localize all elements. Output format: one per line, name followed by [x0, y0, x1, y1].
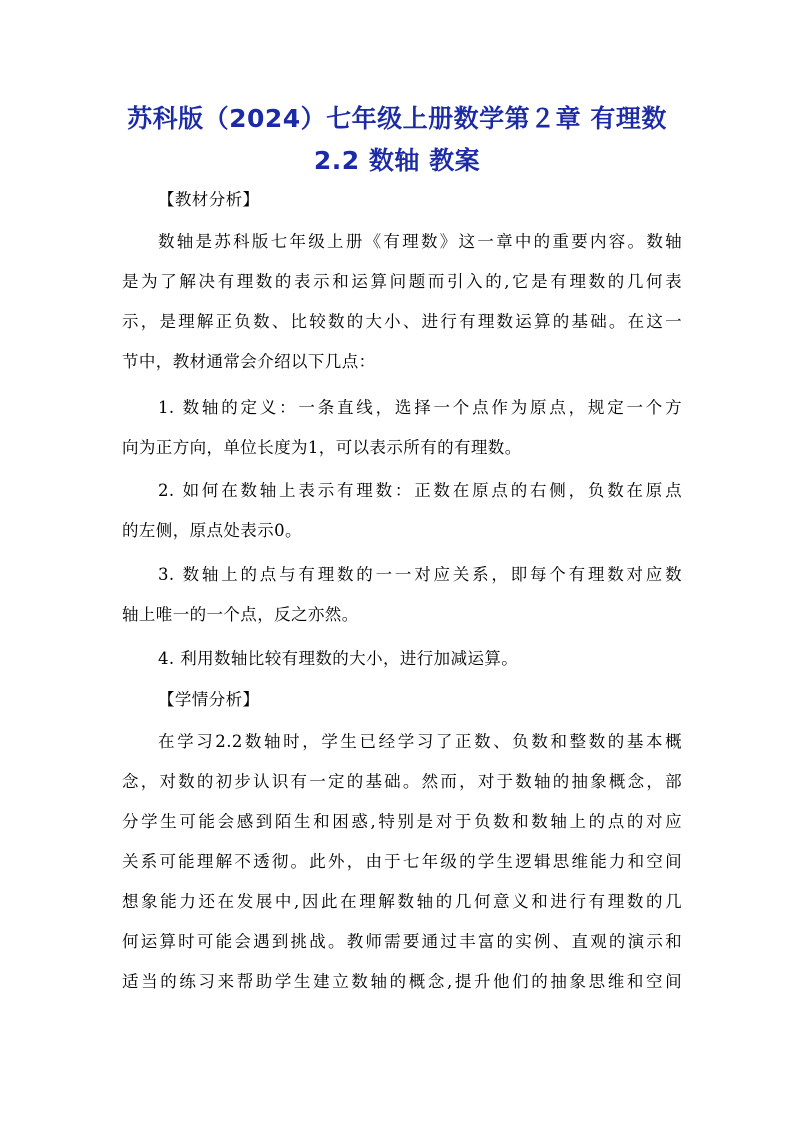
- section-heading-material: 【教材分析】: [158, 190, 260, 209]
- paragraph-line: 何运算时可能会遇到挑战。教师需要通过丰富的实例、直观的演示和: [122, 932, 682, 951]
- list-item-cont: 向为正方向，单位长度为1，可以表示所有的有理数。: [122, 438, 522, 457]
- list-item-cont: 轴上唯一的一个点，反之亦然。: [122, 605, 359, 624]
- paragraph-line: 节中，教材通常会介绍以下几点：: [122, 352, 376, 371]
- document-title-line1: 苏科版（2024）七年级上册数学第２章 有理数: [127, 104, 667, 133]
- section-heading-student: 【学情分析】: [158, 690, 260, 709]
- list-item: 3. 数轴上的点与有理数的一一对应关系，即每个有理数对应数: [158, 565, 682, 584]
- document-title-line2: 2.2 数轴 教案: [313, 146, 481, 175]
- paragraph-line: 是为了解决有理数的表示和运算问题而引入的,它是有理数的几何表: [122, 272, 682, 291]
- paragraph-line: 念，对数的初步认识有一定的基础。然而，对于数轴的抽象概念，部: [122, 772, 682, 791]
- paragraph-line: 关系可能理解不透彻。此外，由于七年级的学生逻辑思维能力和空间: [122, 852, 682, 871]
- list-item-cont: 的左侧，原点处表示0。: [122, 521, 302, 540]
- list-item: 1. 数轴的定义：一条直线，选择一个点作为原点，规定一个方: [158, 398, 682, 417]
- paragraph-line: 示，是理解正负数、比较数的大小、进行有理数运算的基础。在这一: [122, 312, 682, 331]
- paragraph-line: 分学生可能会感到陌生和困惑,特别是对于负数和数轴上的点的对应: [122, 812, 682, 831]
- paragraph-line: 数轴是苏科版七年级上册《有理数》这一章中的重要内容。数轴: [158, 232, 682, 251]
- paragraph-line: 在学习2.2数轴时，学生已经学习了正数、负数和整数的基本概: [158, 732, 682, 751]
- paragraph-line: 适当的练习来帮助学生建立数轴的概念,提升他们的抽象思维和空间: [122, 972, 682, 991]
- list-item: 4. 利用数轴比较有理数的大小，进行加减运算。: [158, 649, 519, 668]
- paragraph-line: 想象能力还在发展中,因此在理解数轴的几何意义和进行有理数的几: [122, 892, 682, 911]
- list-item: 2. 如何在数轴上表示有理数：正数在原点的右侧，负数在原点: [158, 481, 682, 500]
